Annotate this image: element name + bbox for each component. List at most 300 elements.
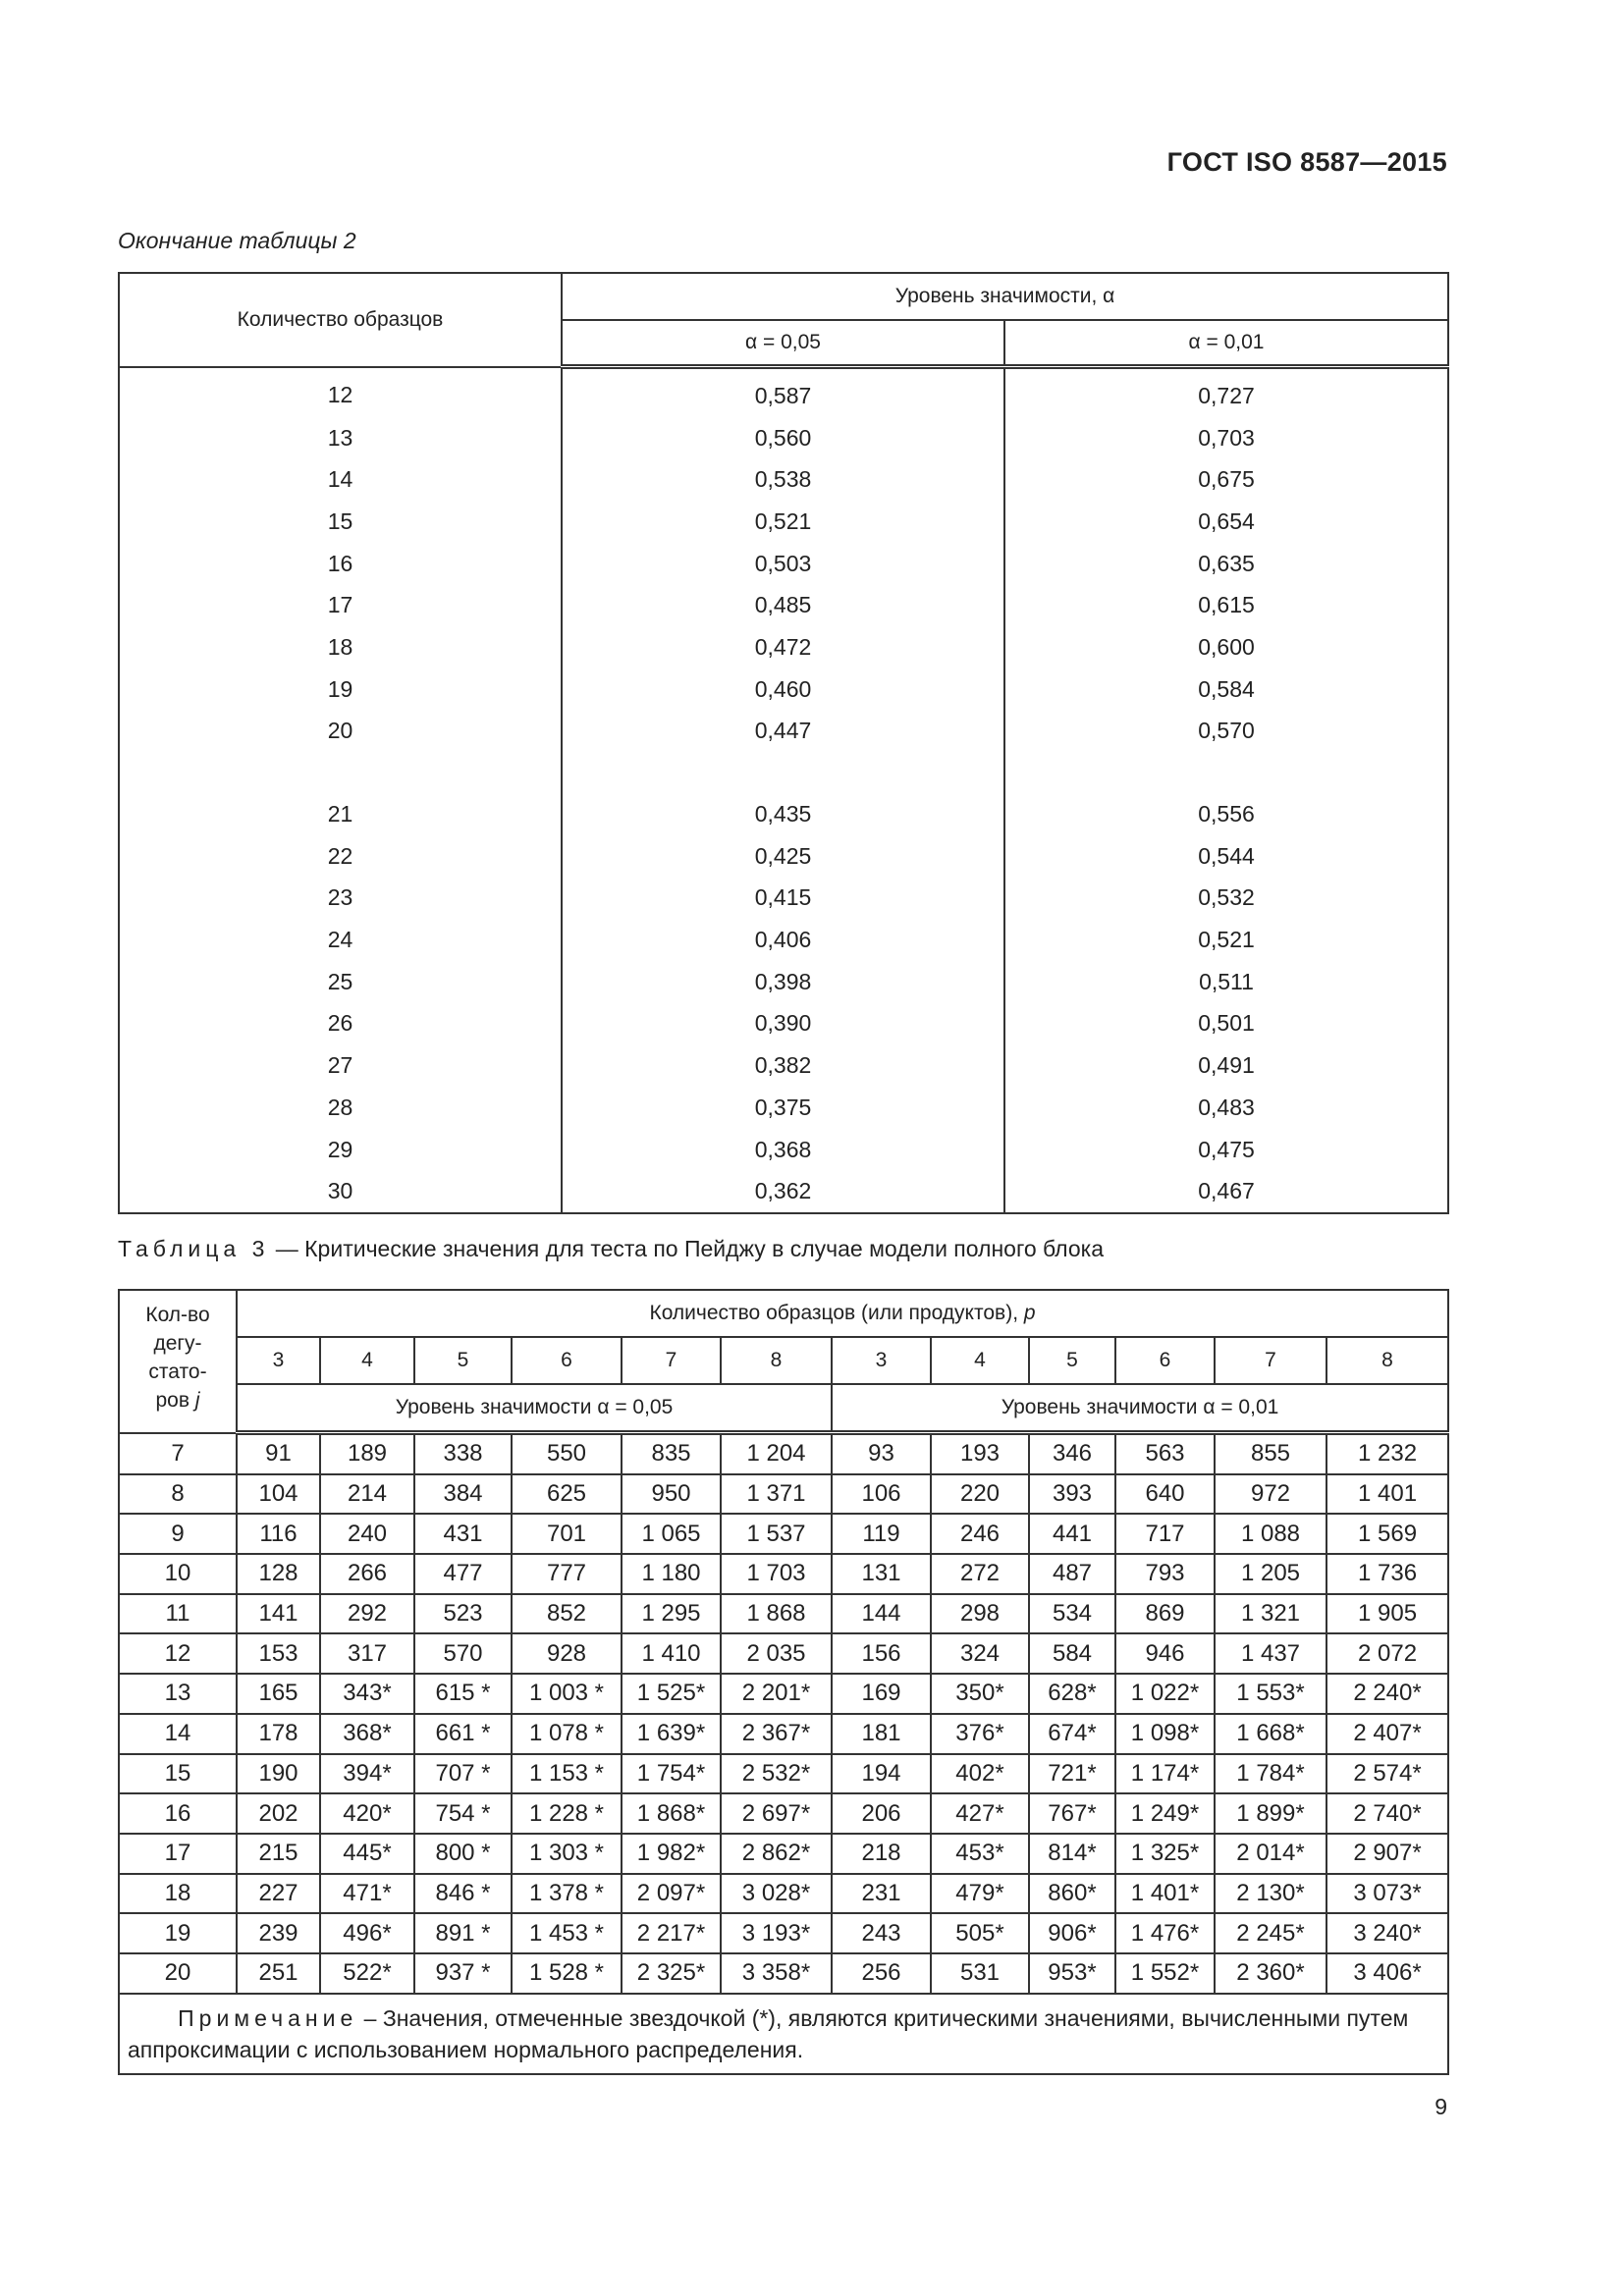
t3-cell-value: 116 bbox=[237, 1514, 320, 1554]
t3-cell-value: 128 bbox=[237, 1554, 320, 1594]
t3-cell-value: 298 bbox=[931, 1594, 1029, 1634]
t3-cell-value: 906* bbox=[1029, 1913, 1115, 1953]
t3-cell-value: 972 bbox=[1215, 1474, 1326, 1515]
t3-cell-value: 2 862* bbox=[721, 1834, 832, 1874]
t2-row bbox=[119, 626, 1448, 668]
t3-cell-value: 240 bbox=[320, 1514, 414, 1554]
t3-cell-value: 487 bbox=[1029, 1554, 1115, 1594]
t2-cell-samples: 27 bbox=[119, 1044, 562, 1087]
t3-row bbox=[119, 1594, 1448, 1634]
t3-cell-value: 317 bbox=[320, 1633, 414, 1674]
t3-cell-value: 246 bbox=[931, 1514, 1029, 1554]
t2-cell-alpha-001: 0,511 bbox=[1004, 961, 1448, 1003]
t3-cell-value: 477 bbox=[414, 1554, 512, 1594]
t3-cell-value: 754 * bbox=[414, 1793, 512, 1834]
t2-row bbox=[119, 1170, 1448, 1213]
t3-cell-value: 1 022* bbox=[1115, 1674, 1215, 1714]
t3-row bbox=[119, 1754, 1448, 1794]
t2-cell-alpha-005: 0,560 bbox=[562, 417, 1004, 459]
t3-row bbox=[119, 1433, 1448, 1474]
t3-cell-value: 570 bbox=[414, 1633, 512, 1674]
t3-samples-var: p bbox=[1023, 1302, 1036, 1324]
t2-row bbox=[119, 1044, 1448, 1087]
t3-cell-value: 869 bbox=[1115, 1594, 1215, 1634]
t3-cell-value: 1 537 bbox=[721, 1514, 832, 1554]
t2-row bbox=[119, 417, 1448, 459]
t3-cell-tasters: 20 bbox=[119, 1953, 237, 1994]
t3-header-p: 4 bbox=[320, 1337, 414, 1384]
t3-row bbox=[119, 1874, 1448, 1914]
t3-cell-value: 891 * bbox=[414, 1913, 512, 1953]
t3-cell-value: 674* bbox=[1029, 1714, 1115, 1754]
t2-cell-alpha-005: 0,485 bbox=[562, 584, 1004, 626]
t3-cell-value: 2 217* bbox=[622, 1913, 721, 1953]
t3-cell-value: 950 bbox=[622, 1474, 721, 1515]
t3-cell-tasters: 13 bbox=[119, 1674, 237, 1714]
t3-cell-value: 1 325* bbox=[1115, 1834, 1215, 1874]
t3-cell-value: 767* bbox=[1029, 1793, 1115, 1834]
t3-cell-value: 3 193* bbox=[721, 1913, 832, 1953]
t3-cell-value: 181 bbox=[832, 1714, 931, 1754]
t2-row bbox=[119, 584, 1448, 626]
t3-cell-value: 3 358* bbox=[721, 1953, 832, 1994]
t3-cell-value: 625 bbox=[512, 1474, 622, 1515]
t3-cell-value: 534 bbox=[1029, 1594, 1115, 1634]
t3-header-p: 4 bbox=[931, 1337, 1029, 1384]
t3-cell-value: 189 bbox=[320, 1433, 414, 1474]
t2-cell-alpha-005: 0,503 bbox=[562, 543, 1004, 585]
t3-cell-value: 2 532* bbox=[721, 1754, 832, 1794]
t2-cell-samples: 16 bbox=[119, 543, 562, 585]
table-3 bbox=[118, 1289, 1449, 2075]
t3-cell-value: 324 bbox=[931, 1633, 1029, 1674]
t3-cell-value: 3 028* bbox=[721, 1874, 832, 1914]
t2-row bbox=[119, 711, 1448, 753]
t3-cell-value: 2 325* bbox=[622, 1953, 721, 1994]
t3-cell-value: 106 bbox=[832, 1474, 931, 1515]
t3-cell-tasters: 17 bbox=[119, 1834, 237, 1874]
t3-cell-value: 427* bbox=[931, 1793, 1029, 1834]
t3-cell-value: 402* bbox=[931, 1754, 1029, 1794]
t2-cell-samples: 28 bbox=[119, 1087, 562, 1129]
t3-cell-value: 202 bbox=[237, 1793, 320, 1834]
t3-cell-value: 1 153 * bbox=[512, 1754, 622, 1794]
t3-cell-value: 1 703 bbox=[721, 1554, 832, 1594]
t3-cell-value: 852 bbox=[512, 1594, 622, 1634]
t3-cell-value: 441 bbox=[1029, 1514, 1115, 1554]
t3-cell-value: 346 bbox=[1029, 1433, 1115, 1474]
t3-cell-tasters: 12 bbox=[119, 1633, 237, 1674]
t3-note bbox=[119, 1994, 1448, 2074]
t2-row bbox=[119, 919, 1448, 961]
t3-header-p: 6 bbox=[512, 1337, 622, 1384]
t3-row bbox=[119, 1474, 1448, 1515]
t3-cell-value: 721* bbox=[1029, 1754, 1115, 1794]
t3-cell-value: 251 bbox=[237, 1953, 320, 1994]
t3-cell-value: 104 bbox=[237, 1474, 320, 1515]
t2-cell-alpha-001: 0,635 bbox=[1004, 543, 1448, 585]
t3-cell-value: 2 407* bbox=[1326, 1714, 1448, 1754]
t3-cell-value: 3 240* bbox=[1326, 1913, 1448, 1953]
t3-note-label: Примечание bbox=[178, 2004, 358, 2031]
t3-row bbox=[119, 1674, 1448, 1714]
t3-cell-value: 2 367* bbox=[721, 1714, 832, 1754]
t3-cell-tasters: 19 bbox=[119, 1913, 237, 1953]
t3-cell-value: 1 868 bbox=[721, 1594, 832, 1634]
t3-cell-value: 550 bbox=[512, 1433, 622, 1474]
table3-caption-label: Таблица 3 bbox=[118, 1236, 270, 1261]
t3-cell-value: 1 569 bbox=[1326, 1514, 1448, 1554]
t3-cell-value: 1 249* bbox=[1115, 1793, 1215, 1834]
t3-row bbox=[119, 1793, 1448, 1834]
t2-row bbox=[119, 668, 1448, 711]
table-2 bbox=[118, 272, 1449, 1214]
t3-cell-value: 1 204 bbox=[721, 1433, 832, 1474]
t2-cell-alpha-001: 0,584 bbox=[1004, 668, 1448, 711]
t3-cell-value: 393 bbox=[1029, 1474, 1115, 1515]
t2-cell-alpha-001: 0,570 bbox=[1004, 711, 1448, 753]
t3-cell-value: 178 bbox=[237, 1714, 320, 1754]
t3-cell-value: 343* bbox=[320, 1674, 414, 1714]
t3-cell-value: 2 072 bbox=[1326, 1633, 1448, 1674]
t3-cell-value: 1 378 * bbox=[512, 1874, 622, 1914]
t3-cell-value: 1 180 bbox=[622, 1554, 721, 1594]
t2-cell-alpha-001: 0,501 bbox=[1004, 1003, 1448, 1045]
t3-cell-value: 2 014* bbox=[1215, 1834, 1326, 1874]
t2-row bbox=[119, 835, 1448, 878]
table3-caption-text: — Критические значения для теста по Пейджу в случае модели полного блока bbox=[269, 1236, 1104, 1261]
t2-cell-samples: 25 bbox=[119, 961, 562, 1003]
t3-header-level-005: Уровень значимости α = 0,05 bbox=[237, 1384, 832, 1433]
t3-cell-value: 2 907* bbox=[1326, 1834, 1448, 1874]
t3-cell-value: 479* bbox=[931, 1874, 1029, 1914]
t3-cell-tasters: 14 bbox=[119, 1714, 237, 1754]
t3-cell-value: 368* bbox=[320, 1714, 414, 1754]
t3-cell-value: 1 784* bbox=[1215, 1754, 1326, 1794]
t2-cell-alpha-001: 0,521 bbox=[1004, 919, 1448, 961]
t3-cell-value: 2 201* bbox=[721, 1674, 832, 1714]
t3-header-level-001: Уровень значимости α = 0,01 bbox=[832, 1384, 1448, 1433]
t2-cell-samples: 14 bbox=[119, 458, 562, 501]
t3-header-p: 7 bbox=[622, 1337, 721, 1384]
t3-cell-tasters: 9 bbox=[119, 1514, 237, 1554]
t3-cell-value: 701 bbox=[512, 1514, 622, 1554]
t3-cell-value: 169 bbox=[832, 1674, 931, 1714]
t3-cell-value: 1 232 bbox=[1326, 1433, 1448, 1474]
t3-cell-value: 2 035 bbox=[721, 1633, 832, 1674]
t2-cell-alpha-005: 0,390 bbox=[562, 1003, 1004, 1045]
t2-spacer-cell bbox=[119, 752, 562, 793]
t3-cell-value: 1 098* bbox=[1115, 1714, 1215, 1754]
t3-cell-value: 471* bbox=[320, 1874, 414, 1914]
t3-cell-value: 793 bbox=[1115, 1554, 1215, 1594]
t3-cell-value: 1 088 bbox=[1215, 1514, 1326, 1554]
t2-cell-alpha-001: 0,654 bbox=[1004, 501, 1448, 543]
t3-cell-value: 153 bbox=[237, 1633, 320, 1674]
t2-row bbox=[119, 1087, 1448, 1129]
t2-spacer-row bbox=[119, 752, 1448, 793]
t3-note-text: – Значения, отмеченные звездочкой (*), являются критическими значениями, вычисленными путем аппроксимации с использованием нормального распределения. bbox=[128, 2004, 1409, 2062]
t2-cell-alpha-005: 0,587 bbox=[562, 367, 1004, 417]
t3-header-p: 5 bbox=[414, 1337, 512, 1384]
t3-corner-line3: стато- bbox=[148, 1361, 207, 1383]
t2-cell-alpha-001: 0,467 bbox=[1004, 1170, 1448, 1213]
t3-cell-value: 846 * bbox=[414, 1874, 512, 1914]
t3-cell-value: 1 552* bbox=[1115, 1953, 1215, 1994]
t2-row bbox=[119, 961, 1448, 1003]
t3-corner-line4: ров bbox=[155, 1389, 189, 1412]
t3-cell-value: 156 bbox=[832, 1633, 931, 1674]
t2-cell-alpha-001: 0,544 bbox=[1004, 835, 1448, 878]
t2-cell-samples: 26 bbox=[119, 1003, 562, 1045]
t2-cell-alpha-005: 0,521 bbox=[562, 501, 1004, 543]
t3-cell-value: 215 bbox=[237, 1834, 320, 1874]
t3-cell-value: 376* bbox=[931, 1714, 1029, 1754]
t3-cell-value: 445* bbox=[320, 1834, 414, 1874]
t3-cell-value: 218 bbox=[832, 1834, 931, 1874]
t3-cell-value: 214 bbox=[320, 1474, 414, 1515]
t3-cell-value: 1 899* bbox=[1215, 1793, 1326, 1834]
t2-cell-alpha-005: 0,406 bbox=[562, 919, 1004, 961]
t3-cell-value: 1 639* bbox=[622, 1714, 721, 1754]
t3-row bbox=[119, 1554, 1448, 1594]
t3-cell-value: 1 453 * bbox=[512, 1913, 622, 1953]
t3-row bbox=[119, 1913, 1448, 1953]
t2-row bbox=[119, 458, 1448, 501]
t2-cell-alpha-005: 0,447 bbox=[562, 711, 1004, 753]
t3-cell-tasters: 15 bbox=[119, 1754, 237, 1794]
t3-cell-value: 777 bbox=[512, 1554, 622, 1594]
t3-row bbox=[119, 1953, 1448, 1994]
t3-cell-value: 563 bbox=[1115, 1433, 1215, 1474]
t3-cell-value: 1 401* bbox=[1115, 1874, 1215, 1914]
t3-header-p: 8 bbox=[1326, 1337, 1448, 1384]
t3-cell-value: 350* bbox=[931, 1674, 1029, 1714]
t2-spacer-cell bbox=[562, 752, 1004, 793]
t3-cell-value: 835 bbox=[622, 1433, 721, 1474]
t3-cell-value: 2 097* bbox=[622, 1874, 721, 1914]
t3-cell-value: 1 303 * bbox=[512, 1834, 622, 1874]
t2-cell-alpha-005: 0,382 bbox=[562, 1044, 1004, 1087]
t3-cell-value: 384 bbox=[414, 1474, 512, 1515]
t3-cell-value: 93 bbox=[832, 1433, 931, 1474]
t2-header-samples: Количество образцов bbox=[119, 273, 562, 367]
t3-cell-value: 220 bbox=[931, 1474, 1029, 1515]
table3-caption bbox=[118, 1236, 1104, 1262]
t3-cell-value: 131 bbox=[832, 1554, 931, 1594]
t3-cell-value: 2 574* bbox=[1326, 1754, 1448, 1794]
t3-cell-value: 141 bbox=[237, 1594, 320, 1634]
t2-cell-alpha-001: 0,615 bbox=[1004, 584, 1448, 626]
t3-cell-value: 1 371 bbox=[721, 1474, 832, 1515]
t3-cell-tasters: 11 bbox=[119, 1594, 237, 1634]
t3-cell-value: 1 905 bbox=[1326, 1594, 1448, 1634]
t3-cell-tasters: 10 bbox=[119, 1554, 237, 1594]
t3-cell-value: 193 bbox=[931, 1433, 1029, 1474]
t2-cell-samples: 13 bbox=[119, 417, 562, 459]
t3-cell-value: 1 553* bbox=[1215, 1674, 1326, 1714]
t3-samples-text: Количество образцов (или продуктов), bbox=[649, 1302, 1019, 1324]
t3-header-p: 8 bbox=[721, 1337, 832, 1384]
t2-row bbox=[119, 878, 1448, 920]
t3-cell-value: 420* bbox=[320, 1793, 414, 1834]
t3-cell-value: 2 245* bbox=[1215, 1913, 1326, 1953]
t3-cell-value: 814* bbox=[1029, 1834, 1115, 1874]
t3-cell-value: 194 bbox=[832, 1754, 931, 1794]
t3-cell-value: 239 bbox=[237, 1913, 320, 1953]
t3-cell-value: 640 bbox=[1115, 1474, 1215, 1515]
t2-row bbox=[119, 367, 1448, 417]
t3-corner-line1: Кол-во bbox=[145, 1304, 210, 1326]
t3-cell-value: 431 bbox=[414, 1514, 512, 1554]
t3-cell-value: 2 360* bbox=[1215, 1953, 1326, 1994]
t3-header-p: 6 bbox=[1115, 1337, 1215, 1384]
t3-cell-value: 661 * bbox=[414, 1714, 512, 1754]
table2-caption: Окончание таблицы 2 bbox=[118, 228, 356, 253]
t2-cell-alpha-005: 0,538 bbox=[562, 458, 1004, 501]
t2-cell-alpha-005: 0,435 bbox=[562, 793, 1004, 835]
t2-cell-samples: 20 bbox=[119, 711, 562, 753]
t3-cell-tasters: 7 bbox=[119, 1433, 237, 1474]
t2-cell-samples: 17 bbox=[119, 584, 562, 626]
t3-cell-value: 1 003 * bbox=[512, 1674, 622, 1714]
t3-cell-value: 1 078 * bbox=[512, 1714, 622, 1754]
t3-cell-value: 119 bbox=[832, 1514, 931, 1554]
page-number: 9 bbox=[1435, 2094, 1447, 2119]
t2-cell-alpha-001: 0,600 bbox=[1004, 626, 1448, 668]
t3-cell-value: 522* bbox=[320, 1953, 414, 1994]
t3-cell-value: 91 bbox=[237, 1433, 320, 1474]
t3-cell-value: 2 697* bbox=[721, 1793, 832, 1834]
t2-header-alpha-001: α = 0,01 bbox=[1004, 320, 1448, 367]
t2-cell-samples: 19 bbox=[119, 668, 562, 711]
t3-cell-value: 2 240* bbox=[1326, 1674, 1448, 1714]
t2-cell-samples: 12 bbox=[119, 367, 562, 417]
t2-cell-alpha-005: 0,362 bbox=[562, 1170, 1004, 1213]
t3-cell-value: 937 * bbox=[414, 1953, 512, 1994]
t2-row bbox=[119, 793, 1448, 835]
t2-row bbox=[119, 1129, 1448, 1171]
t3-cell-value: 628* bbox=[1029, 1674, 1115, 1714]
t2-cell-samples: 29 bbox=[119, 1129, 562, 1171]
t3-cell-value: 946 bbox=[1115, 1633, 1215, 1674]
standard-designation: ГОСТ ISO 8587—2015 bbox=[1166, 147, 1447, 177]
t3-cell-value: 3 073* bbox=[1326, 1874, 1448, 1914]
t3-cell-value: 584 bbox=[1029, 1633, 1115, 1674]
t3-cell-value: 531 bbox=[931, 1953, 1029, 1994]
t3-cell-tasters: 16 bbox=[119, 1793, 237, 1834]
t3-cell-value: 144 bbox=[832, 1594, 931, 1634]
t2-cell-samples: 24 bbox=[119, 919, 562, 961]
t2-cell-samples: 15 bbox=[119, 501, 562, 543]
t2-row bbox=[119, 543, 1448, 585]
t3-cell-value: 231 bbox=[832, 1874, 931, 1914]
t2-cell-alpha-001: 0,703 bbox=[1004, 417, 1448, 459]
t2-spacer-cell bbox=[1004, 752, 1448, 793]
t2-cell-samples: 30 bbox=[119, 1170, 562, 1213]
t3-row bbox=[119, 1514, 1448, 1554]
t3-cell-value: 1 437 bbox=[1215, 1633, 1326, 1674]
t3-cell-value: 1 174* bbox=[1115, 1754, 1215, 1794]
t3-cell-value: 928 bbox=[512, 1633, 622, 1674]
t3-cell-value: 953* bbox=[1029, 1953, 1115, 1994]
t2-cell-alpha-005: 0,398 bbox=[562, 961, 1004, 1003]
t2-cell-samples: 21 bbox=[119, 793, 562, 835]
t3-row bbox=[119, 1714, 1448, 1754]
t3-cell-value: 206 bbox=[832, 1793, 931, 1834]
t3-cell-value: 707 * bbox=[414, 1754, 512, 1794]
t3-cell-value: 1 410 bbox=[622, 1633, 721, 1674]
t3-cell-tasters: 8 bbox=[119, 1474, 237, 1515]
t2-header-significance: Уровень значимости, α bbox=[562, 273, 1448, 320]
t2-cell-alpha-001: 0,483 bbox=[1004, 1087, 1448, 1129]
t3-cell-value: 2 740* bbox=[1326, 1793, 1448, 1834]
t3-cell-value: 855 bbox=[1215, 1433, 1326, 1474]
t3-header-samples bbox=[237, 1290, 1448, 1337]
t3-cell-value: 505* bbox=[931, 1913, 1029, 1953]
t2-cell-alpha-005: 0,375 bbox=[562, 1087, 1004, 1129]
t3-header-p: 3 bbox=[832, 1337, 931, 1384]
t3-cell-value: 165 bbox=[237, 1674, 320, 1714]
t2-cell-alpha-005: 0,415 bbox=[562, 878, 1004, 920]
t3-cell-value: 3 406* bbox=[1326, 1953, 1448, 1994]
t3-cell-value: 1 868* bbox=[622, 1793, 721, 1834]
t3-cell-tasters: 18 bbox=[119, 1874, 237, 1914]
t2-cell-alpha-001: 0,532 bbox=[1004, 878, 1448, 920]
t2-cell-alpha-005: 0,472 bbox=[562, 626, 1004, 668]
t2-cell-samples: 18 bbox=[119, 626, 562, 668]
t2-cell-samples: 22 bbox=[119, 835, 562, 878]
t3-cell-value: 292 bbox=[320, 1594, 414, 1634]
t3-cell-value: 1 476* bbox=[1115, 1913, 1215, 1953]
t2-row bbox=[119, 501, 1448, 543]
t3-header-p: 3 bbox=[237, 1337, 320, 1384]
t3-cell-value: 1 668* bbox=[1215, 1714, 1326, 1754]
t3-cell-value: 394* bbox=[320, 1754, 414, 1794]
t3-cell-value: 1 065 bbox=[622, 1514, 721, 1554]
t3-cell-value: 1 982* bbox=[622, 1834, 721, 1874]
t3-corner-var: j bbox=[194, 1389, 200, 1412]
t3-cell-value: 272 bbox=[931, 1554, 1029, 1594]
t2-cell-alpha-001: 0,475 bbox=[1004, 1129, 1448, 1171]
t3-cell-value: 615 * bbox=[414, 1674, 512, 1714]
t3-row bbox=[119, 1633, 1448, 1674]
t3-cell-value: 800 * bbox=[414, 1834, 512, 1874]
t3-cell-value: 860* bbox=[1029, 1874, 1115, 1914]
t2-cell-alpha-001: 0,675 bbox=[1004, 458, 1448, 501]
t2-row bbox=[119, 1003, 1448, 1045]
t3-cell-value: 453* bbox=[931, 1834, 1029, 1874]
t3-header-p: 5 bbox=[1029, 1337, 1115, 1384]
t2-cell-alpha-005: 0,368 bbox=[562, 1129, 1004, 1171]
t3-header-tasters bbox=[119, 1290, 237, 1433]
t2-cell-samples: 23 bbox=[119, 878, 562, 920]
t3-cell-value: 523 bbox=[414, 1594, 512, 1634]
t2-cell-alpha-001: 0,491 bbox=[1004, 1044, 1448, 1087]
t3-cell-value: 1 321 bbox=[1215, 1594, 1326, 1634]
t2-cell-alpha-005: 0,425 bbox=[562, 835, 1004, 878]
t3-cell-value: 717 bbox=[1115, 1514, 1215, 1554]
t3-row bbox=[119, 1834, 1448, 1874]
t2-cell-alpha-001: 0,727 bbox=[1004, 367, 1448, 417]
t3-corner-line2: дегу- bbox=[153, 1332, 202, 1355]
t3-cell-value: 1 528 * bbox=[512, 1953, 622, 1994]
t3-cell-value: 1 205 bbox=[1215, 1554, 1326, 1594]
t3-cell-value: 1 228 * bbox=[512, 1793, 622, 1834]
t2-cell-alpha-005: 0,460 bbox=[562, 668, 1004, 711]
t3-header-p: 7 bbox=[1215, 1337, 1326, 1384]
t3-cell-value: 1 295 bbox=[622, 1594, 721, 1634]
